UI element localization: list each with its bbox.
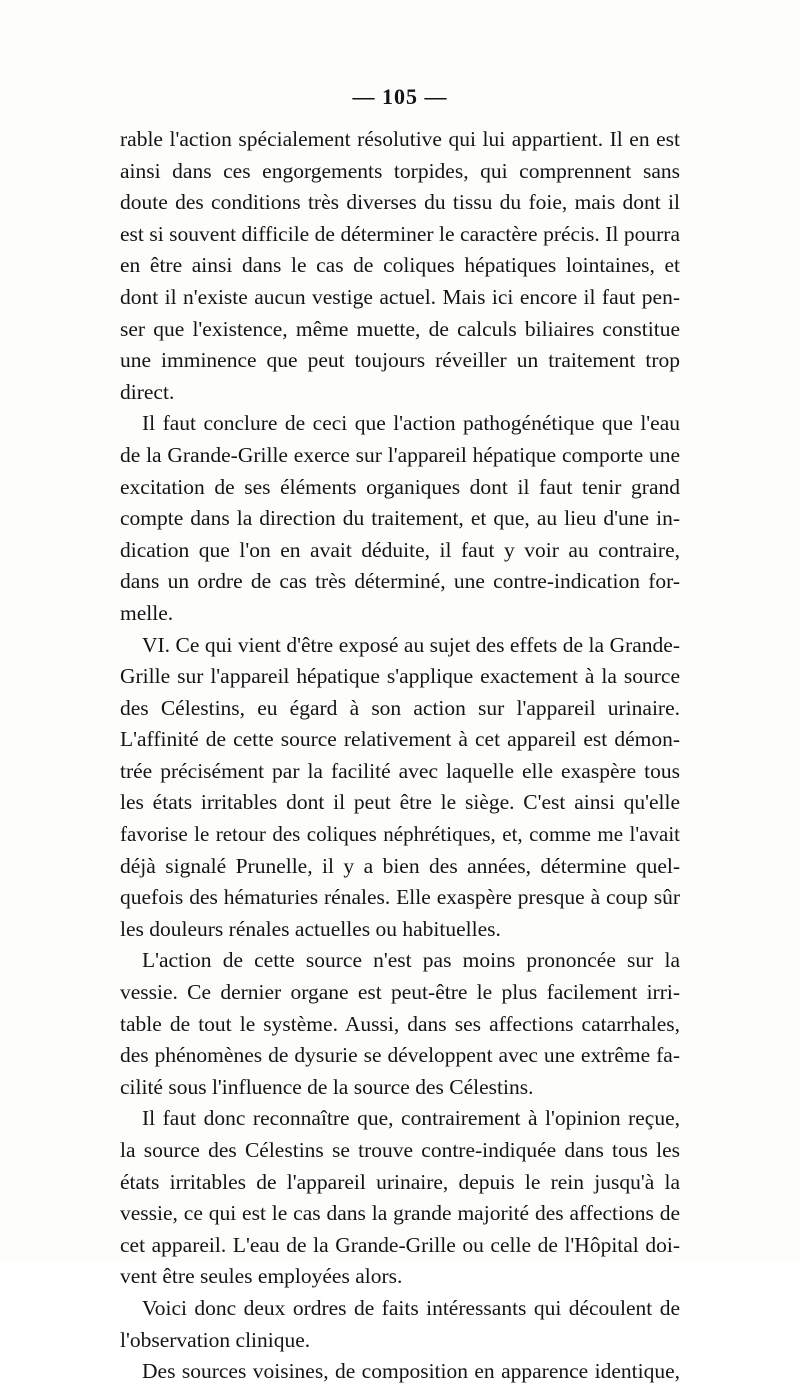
- text-line: Grille sur l'appareil hépatique s'applique exactement à la source: [120, 664, 680, 689]
- text-line: L'action de cette source n'est pas moins prononcée sur la: [142, 948, 680, 973]
- text-line: VI. Ce qui vient d'être exposé au sujet des effets de la Grande-: [142, 632, 680, 657]
- text-line: vessie. Ce dernier organe est peut-être le plus facilement irri-: [120, 980, 680, 1005]
- text-line: les états irritables dont il peut être le siège. C'est ainsi qu'elle: [120, 790, 680, 815]
- text-line: vent être seules employées alors.: [120, 1264, 403, 1289]
- text-line: la source des Célestins se trouve contre-indiquée dans tous les: [120, 1138, 680, 1162]
- text-line: quefois des hématuries rénales. Elle exaspère presque à coup sûr: [120, 885, 680, 910]
- text-line: vessie, ce qui est le cas dans la grande majorité des affections de: [120, 1201, 680, 1226]
- text-line: des Célestins, eu égard à son action sur l'appareil urinaire.: [120, 695, 680, 720]
- text-line: dans un ordre de cas très déterminé, une contre-indication for-: [120, 569, 680, 594]
- text-line: états irritables de l'appareil urinaire, depuis le rein jusqu'à la: [120, 1169, 680, 1194]
- text-line: trée précisément par la facilité avec laquelle elle exaspère tous: [120, 758, 680, 783]
- text-line: ainsi dans ces engorgements torpides, qui comprennent sans: [120, 158, 680, 183]
- text-line: des phénomènes de dysurie se développent avec une extrême fa-: [120, 1043, 680, 1068]
- text-line: melle.: [120, 600, 174, 625]
- body-text: [120, 124, 680, 1388]
- text-line: excitation de ses éléments organiques dont il faut tenir grand: [120, 474, 680, 499]
- text-line: cet appareil. L'eau de la Grande-Grille ou celle de l'Hôpital doi-: [120, 1232, 680, 1257]
- text-line: table de tout le système. Aussi, dans ses affections catarrhales,: [120, 1011, 680, 1036]
- text-line: l'observation clinique.: [120, 1327, 311, 1352]
- text-line: direct.: [120, 379, 175, 404]
- text-line: cilité sous l'influence de la source des Célestins.: [120, 1074, 534, 1099]
- text-line: Il faut donc reconnaître que, contrairement à l'opinion reçue,: [142, 1106, 680, 1131]
- text-line: dication que l'on en avait déduite, il faut y voir au contraire,: [120, 537, 680, 562]
- text-line: de la Grande-Grille exerce sur l'appareil hépatique comporte une: [120, 442, 680, 467]
- text-line: Des sources voisines, de composition en apparence identique,: [142, 1359, 680, 1384]
- text-line: ser que l'existence, même muette, de calculs biliaires constitue: [120, 316, 680, 341]
- text-line: Il faut conclure de ceci que l'action pathogénétique que l'eau: [142, 411, 680, 436]
- page-number-header: — 105 —: [352, 84, 448, 109]
- text-line: dont il n'existe aucun vestige actuel. Mais ici encore il faut pen-: [120, 284, 680, 309]
- text-line: déjà signalé Prunelle, il y a bien des années, détermine quel-: [120, 853, 680, 878]
- text-line: est si souvent difficile de déterminer le caractère précis. Il pourra: [120, 221, 680, 246]
- text-line: en être ainsi dans le cas de coliques hépatiques lointaines, et: [120, 253, 680, 278]
- text-line: L'affinité de cette source relativement à cet appareil est démon-: [120, 727, 680, 752]
- text-line: doute des conditions très diverses du tissu du foie, mais dont il: [120, 190, 680, 215]
- text-line: rable l'action spécialement résolutive qui lui appartient. Il en est: [120, 127, 680, 151]
- text-line: les douleurs rénales actuelles ou habituelles.: [120, 916, 501, 941]
- text-line: Voici donc deux ordres de faits intéressants qui découlent de: [142, 1295, 680, 1320]
- text-line: une imminence que peut toujours réveiller un traitement trop: [120, 348, 680, 373]
- text-line: compte dans la direction du traitement, et que, au lieu d'une in-: [120, 506, 680, 531]
- text-line: favorise le retour des coliques néphrétiques, et, comme me l'avait: [120, 822, 680, 847]
